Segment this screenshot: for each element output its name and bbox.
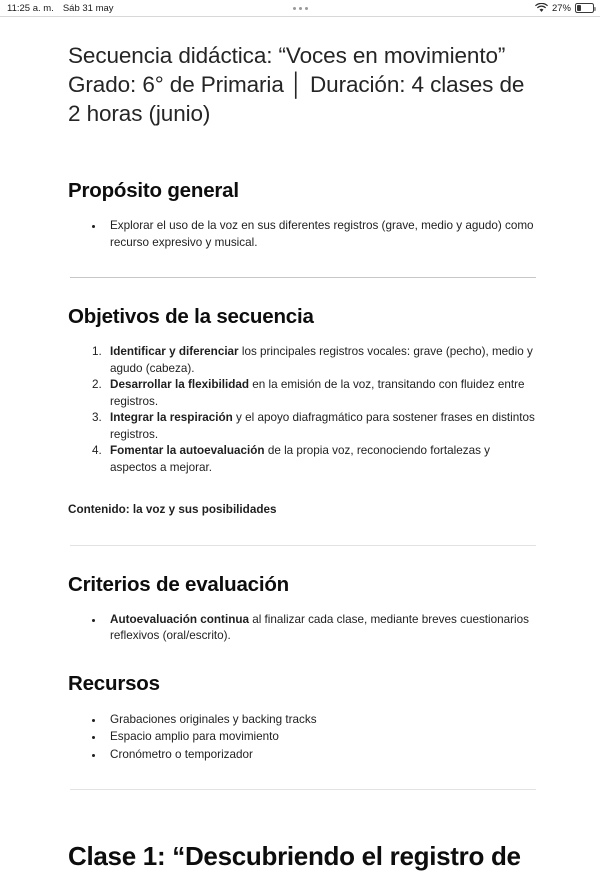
spacer [68,763,538,789]
list-item-rest: de la propia voz, reconociendo fortalezas y aspectos a mejorar. [110,444,491,474]
spacer [68,330,538,344]
multitasking-dots-icon[interactable] [293,7,308,10]
list-item [105,410,538,443]
dot-icon [305,7,308,10]
battery-icon [575,3,594,13]
spacer [68,251,538,277]
criterios-bullet-list [68,612,538,645]
status-bar-left [0,3,114,14]
status-bar [0,0,600,17]
spacer [68,519,538,545]
list-item: • Explorar el uso de la voz en sus diferentes registros (grave, medio y agudo) como recurso expresivo y musical. [105,218,538,251]
status-bar-right [535,3,594,14]
list-item-lead: Autoevaluación continua [110,612,249,626]
heading-clase-1: Clase 1: “Descubriendo el registro de [68,841,521,871]
list-item-lead: Integrar la respiración [110,411,233,424]
proposito-bullet-list [68,218,538,251]
list-item-lead: Identificar y diferenciar [110,345,239,358]
list-item [105,443,538,476]
document-body [0,41,600,873]
objetivos-numbered-list [68,344,538,476]
list-item [105,344,538,377]
wifi-icon [535,3,548,13]
spacer [68,128,538,178]
dot-icon [299,7,302,10]
spacer [68,476,538,502]
contenido-line: Contenido: la voz y sus posibilidades [68,503,277,516]
list-item-rest: y el apoyo diafragmático para sostener frases en distintos registros. [110,411,535,441]
heading-criterios-evaluacion: Criterios de evaluación [68,572,289,596]
heading-proposito-general: Propósito general [68,179,239,202]
list-item-rest: los principales registros vocales: grave (pecho), medio y agudo (cabeza). [110,345,533,375]
spacer [68,278,538,304]
recursos-bullet-list [68,711,538,764]
heading-recursos: Recursos [68,671,160,695]
list-item [105,377,538,410]
heading-objetivos: Objetivos de la secuencia [68,305,314,328]
spacer [68,790,538,840]
list-item-lead: Desarrollar la flexibilidad [110,378,250,391]
list-item [105,612,538,645]
list-item-rest: en la emisión de la voz, transitando con fluidez entre registros. [110,378,525,408]
status-date: Sáb 31 may [62,2,114,14]
spacer [68,645,538,671]
battery-fill [577,5,581,11]
list-item-lead: Fomentar la autoevaluación [110,444,265,457]
spacer [68,204,538,218]
status-time: 11:25 a. m. [7,2,54,14]
list-item: • Grabaciones originales y backing tracks [105,711,538,729]
spacer [68,598,538,612]
battery-percent-label: 27% [551,2,571,14]
spacer [68,546,538,572]
spacer [68,697,538,711]
list-item: • Cronómetro o temporizador [105,746,538,764]
document-title: Secuencia didáctica: “Voces en movimiento” Grado: 6° de Primaria │ Duración: 4 clases de 2 horas (junio) [68,43,525,126]
dot-icon [293,7,296,10]
list-item-rest: al finalizar cada clase, mediante breves cuestionarios reflexivos (oral/escrito). [110,612,529,642]
list-item: • Espacio amplio para movimiento [105,728,538,746]
